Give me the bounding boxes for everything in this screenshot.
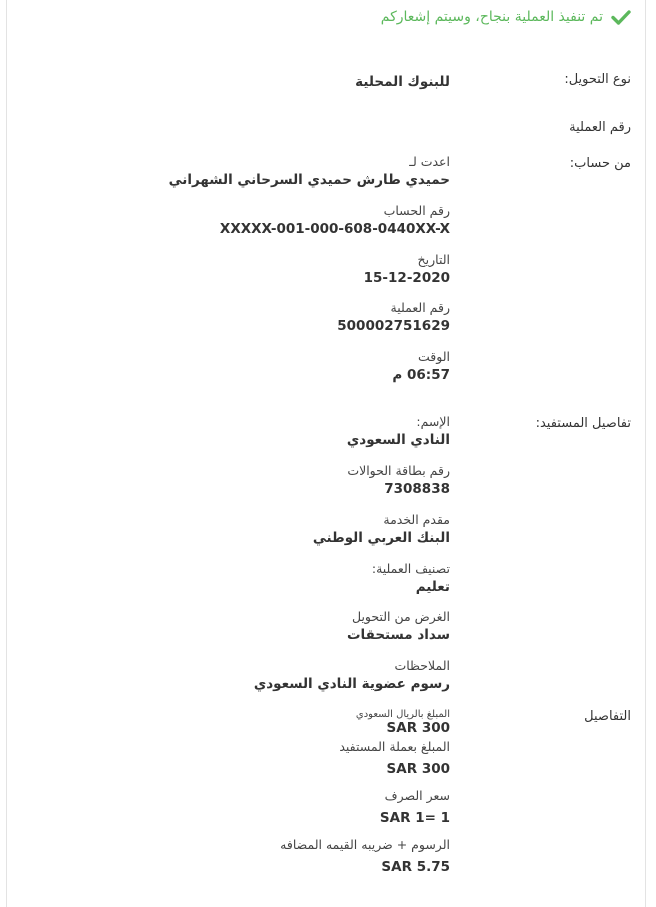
beneficiary-name-label: الإسم: — [416, 414, 450, 429]
purpose-block — [347, 609, 450, 645]
service-provider-label: مقدم الخدمة — [383, 512, 450, 527]
amount-sar-block — [356, 709, 450, 735]
category-block — [372, 561, 450, 597]
transfer-type-label: نوع التحويل: — [564, 72, 631, 87]
account-number-value: XXXXX-001-000-608-0440XX-X — [219, 221, 450, 237]
account-number-block — [220, 203, 450, 239]
details-label: التفاصيل — [584, 709, 631, 724]
beneficiary-name-value: النادي السعودي — [346, 432, 450, 448]
prepared-for-value: حميدي طارش حميدي السرحاني الشهراني — [168, 172, 450, 188]
operation-number-value: 500002751629 — [337, 318, 450, 334]
operation-number-block — [337, 300, 450, 336]
operation-number-field-label: رقم العملية — [390, 300, 450, 315]
exchange-rate-value: SAR 1= 1 — [379, 810, 450, 826]
from-account-block — [169, 154, 450, 190]
transfer-card-label: رقم بطاقة الحوالات — [347, 463, 450, 478]
beneficiary-name-block — [347, 414, 450, 450]
beneficiary-details-label: تفاصيل المستفيد: — [535, 416, 631, 431]
amount-beneficiary-label: المبلغ بعملة المستفيد — [339, 739, 450, 754]
fees-value: SAR 5.75 — [381, 859, 450, 875]
transfer-type-value: للبنوك المحلية — [355, 74, 450, 90]
exchange-rate-label: سعر الصرف — [384, 788, 450, 803]
amount-sar-value: SAR 300 — [386, 720, 450, 736]
fees-block — [280, 837, 450, 877]
prepared-for-label: اعدت لـ — [409, 154, 450, 169]
transfer-card-value: 7308838 — [384, 481, 450, 497]
account-number-label: رقم الحساب — [383, 203, 450, 218]
time-block — [392, 349, 450, 385]
date-label: التاريخ — [417, 252, 450, 267]
notes-value: رسوم عضوية النادي السعودي — [253, 676, 450, 692]
transfer-card-block — [347, 463, 450, 499]
from-account-label: من حساب: — [569, 156, 631, 171]
category-label: تصنيف العملية: — [371, 561, 450, 576]
confirmation-panel — [6, 0, 646, 907]
checkmark-icon — [611, 9, 631, 25]
fees-label: الرسوم + ضريبه القيمه المضافه — [280, 837, 450, 852]
time-value: 06:57 م — [392, 367, 450, 383]
service-provider-block — [313, 512, 450, 548]
amount-sar-label: المبلغ بالريال السعودي — [355, 709, 450, 720]
purpose-value: سداد مستحقات — [346, 627, 450, 643]
notes-label: الملاحظات — [394, 658, 450, 673]
exchange-rate-block — [380, 788, 450, 828]
notes-block — [254, 658, 450, 694]
success-message: تم تنفيذ العملية بنجاح، وسيتم إشعاركم — [380, 9, 603, 25]
service-provider-value: البنك العربي الوطني — [312, 530, 450, 546]
success-banner — [381, 9, 631, 25]
operation-number-label: رقم العملية — [569, 120, 631, 135]
date-value: 15-12-2020 — [363, 270, 450, 286]
purpose-label: الغرض من التحويل — [351, 609, 450, 624]
amount-beneficiary-value: SAR 300 — [386, 761, 450, 777]
amount-beneficiary-block — [339, 739, 450, 779]
transfer-type-value-block — [355, 72, 450, 92]
date-block — [364, 252, 450, 288]
category-value: تعليم — [415, 579, 450, 595]
time-label: الوقت — [418, 349, 450, 364]
